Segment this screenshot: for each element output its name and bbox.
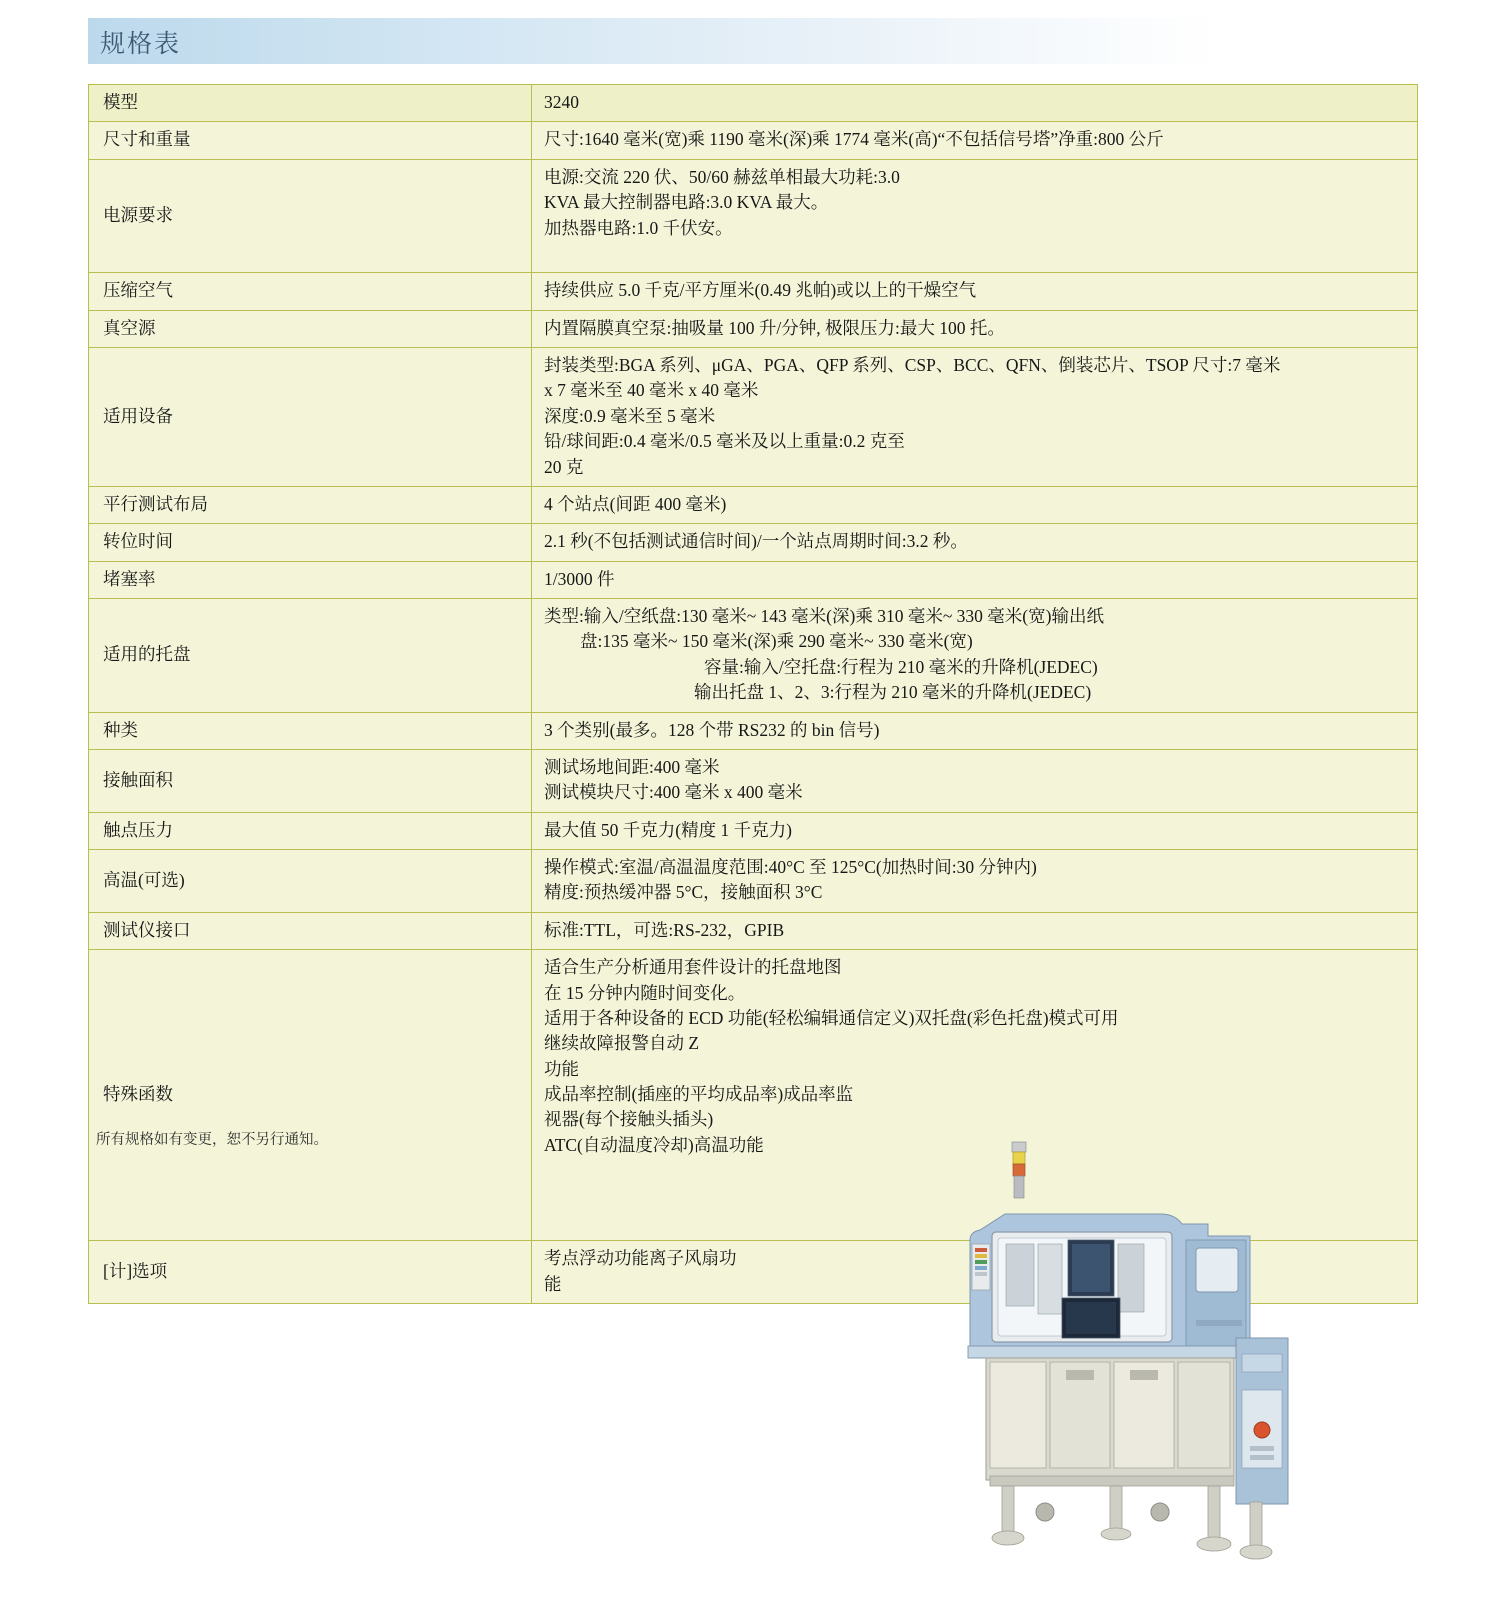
spec-value-line: 铅/球间距:0.4 毫米/0.5 毫米及以上重量:0.2 克至: [544, 431, 905, 452]
spec-value-line: 操作模式:室温/高温温度范围:40°C 至 125°C(加热时间:30 分钟内): [544, 857, 1037, 877]
spec-value-line: 考点浮动功能离子风扇功: [544, 1248, 737, 1269]
spec-value-line: 能: [544, 1273, 562, 1294]
table-row: [89, 812, 1418, 849]
spec-value: [532, 524, 1418, 561]
table-row: [89, 561, 1418, 598]
spec-value-lines: [544, 567, 1409, 592]
spec-value-line: 2.1 秒(不包括测试通信时间)/一个站点周期时间:3.2 秒。: [544, 531, 968, 552]
spec-label: 特殊函数: [89, 950, 532, 1241]
spec-value-line: KVA 最大控制器电路:3.0 KVA 最大。: [544, 192, 829, 213]
spec-value-lines: [544, 492, 1409, 517]
spec-value-line: 20 克: [544, 456, 584, 477]
spec-value: [532, 749, 1418, 812]
spec-value-lines: [544, 718, 1409, 743]
spec-label: 测试仪接口: [89, 912, 532, 949]
table-row: [89, 348, 1418, 487]
spec-value-line: 标准:TTL，可选:RS-232，GPIB: [544, 919, 785, 940]
spec-value-line: 类型:输入/空纸盘:130 毫米~ 143 毫米(深)乘 310 毫米~ 330 毫米(宽)输出纸: [544, 606, 1104, 626]
spec-value: [532, 712, 1418, 749]
table-row: [89, 524, 1418, 561]
spec-value-line: 封装类型:BGA 系列、μGA、PGA、QFP 系列、CSP、BCC、QFN、倒装芯片、TSOP 尺寸:7 毫米: [544, 355, 1281, 375]
spec-value-lines: [544, 127, 1409, 152]
table-row: [89, 85, 1418, 122]
spec-value-line: 加热器电路:1.0 千伏安。: [544, 217, 733, 238]
spec-label: 尺寸和重量: [89, 122, 532, 159]
spec-value-lines: [544, 755, 1409, 806]
spec-label: 触点压力: [89, 812, 532, 849]
spec-label: 转位时间: [89, 524, 532, 561]
spec-value-lines: [544, 604, 1409, 706]
spec-value-line: 在 15 分钟内随时间变化。: [544, 982, 746, 1003]
table-row: [89, 122, 1418, 159]
table-row: [89, 712, 1418, 749]
machine-illustration: [950, 1140, 1370, 1570]
spec-value-lines: [544, 918, 1409, 943]
table-row: [89, 310, 1418, 347]
spec-value-lines: [544, 278, 1409, 303]
spec-value-lines: [544, 353, 1409, 480]
spec-label: 适用设备: [89, 348, 532, 487]
spec-value-line: ATC(自动温度冷却)高温功能: [544, 1134, 764, 1155]
spec-value-line: 测试模块尺寸:400 毫米 x 400 毫米: [544, 782, 803, 803]
spec-label: 接触面积: [89, 749, 532, 812]
spec-label: 模型: [89, 85, 532, 122]
specification-table: [88, 84, 1418, 1304]
spec-value-lines: [544, 529, 1409, 554]
spec-label: 适用的托盘: [89, 599, 532, 713]
spec-value: [532, 812, 1418, 849]
spec-value-lines: [544, 818, 1409, 843]
spec-label: 堵塞率: [89, 561, 532, 598]
spec-value: [532, 912, 1418, 949]
spec-value-line: 尺寸:1640 毫米(宽)乘 1190 毫米(深)乘 1774 毫米(高)“不包括信号塔”净重:800 公斤: [544, 129, 1164, 150]
spec-value-lines: [544, 855, 1409, 906]
table-row: [89, 273, 1418, 310]
table-row: [89, 850, 1418, 913]
spec-value-line: x 7 毫米至 40 毫米 x 40 毫米: [544, 380, 759, 401]
footnote-text: 所有规格如有变更，恕不另行通知。: [96, 1132, 328, 1148]
spec-label: 平行测试布局: [89, 486, 532, 523]
spec-value-line: 容量:输入/空托盘:行程为 210 毫米的升降机(JEDEC): [704, 656, 1098, 677]
spec-label: 高温(可选): [89, 850, 532, 913]
table-row: [89, 159, 1418, 273]
spec-table-body: [89, 85, 1418, 1304]
spec-value-line: 盘:135 毫米~ 150 毫米(深)乘 290 毫米~ 330 毫米(宽): [580, 631, 973, 652]
table-row: [89, 912, 1418, 949]
spec-value: [532, 273, 1418, 310]
table-row: [89, 599, 1418, 713]
spec-label: 种类: [89, 712, 532, 749]
spec-value-line: 适合生产分析通用套件设计的托盘地图: [544, 957, 842, 978]
page-title: 规格表: [100, 31, 182, 58]
spec-value: [532, 348, 1418, 487]
spec-value-line: 持续供应 5.0 千克/平方厘米(0.49 兆帕)或以上的干燥空气: [544, 280, 977, 301]
spec-label: 电源要求: [89, 159, 532, 273]
spec-value-lines: [544, 165, 1409, 267]
spec-value-line: 测试场地间距:400 毫米: [544, 756, 720, 777]
spec-value-line: 内置隔膜真空泵:抽吸量 100 升/分钟, 极限压力:最大 100 托。: [544, 317, 1005, 338]
spec-value: [532, 599, 1418, 713]
spec-value-line: 4 个站点(间距 400 毫米): [544, 493, 727, 514]
spec-value-line: 功能: [544, 1058, 579, 1079]
spec-value-line: 精度:预热缓冲器 5°C，接触面积 3°C: [544, 882, 823, 903]
spec-value-line: [544, 241, 1409, 266]
spec-value: [532, 159, 1418, 273]
spec-value: [532, 122, 1418, 159]
spec-value-line: 最大值 50 千克力(精度 1 千克力): [544, 819, 792, 840]
table-row: [89, 486, 1418, 523]
spec-value-line: 输出托盘 1、2、3:行程为 210 毫米的升降机(JEDEC): [694, 682, 1092, 703]
spec-value: [532, 561, 1418, 598]
spec-label: 真空源: [89, 310, 532, 347]
spec-value-lines: [544, 316, 1409, 341]
spec-value: [532, 486, 1418, 523]
spec-value-line: 深度:0.9 毫米至 5 毫米: [544, 405, 716, 426]
spec-label: [计]选项: [89, 1241, 532, 1304]
spec-value-line: 适用于各种设备的 ECD 功能(轻松编辑通信定义)双托盘(彩色托盘)模式可用: [544, 1007, 1119, 1028]
table-row: [89, 749, 1418, 812]
header-banner: [88, 18, 1418, 64]
spec-value-line: 电源:交流 220 伏、50/60 赫兹单相最大功耗:3.0: [544, 166, 900, 187]
spec-value-line: 1/3000 件: [544, 568, 615, 589]
spec-value: [532, 850, 1418, 913]
spec-label: 压缩空气: [89, 273, 532, 310]
spec-value: [532, 310, 1418, 347]
spec-value-line: 继续故障报警自动 Z: [544, 1033, 700, 1054]
spec-value-line: 3 个类别(最多。128 个带 RS232 的 bin 信号): [544, 719, 880, 740]
spec-value-line: 视器(每个接触头插头): [544, 1109, 714, 1130]
spec-value-line: 成品率控制(插座的平均成品率)成品率监: [544, 1084, 854, 1104]
spec-value: 3240: [532, 85, 1418, 122]
